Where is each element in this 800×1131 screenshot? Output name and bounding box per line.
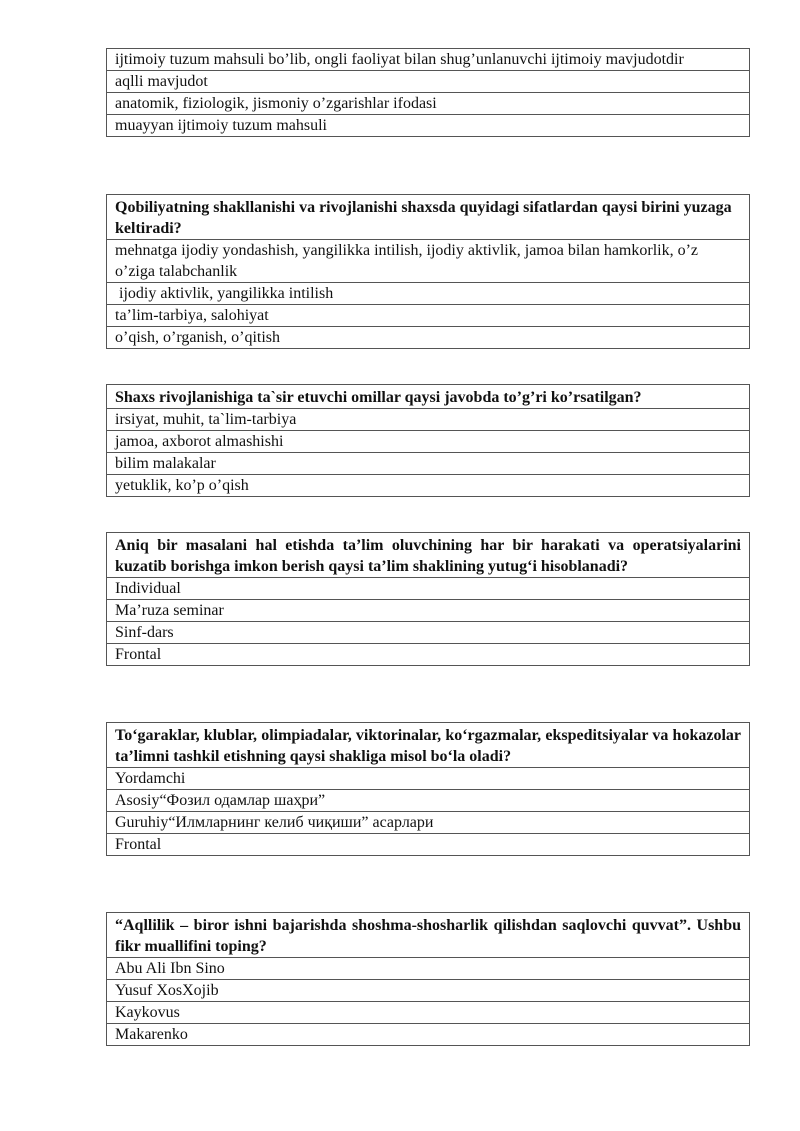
question-text: “Aqllilik – biror ishni bajarishda shoshma-shosharlik qilishdan saqlovchi quvvat”. Ushbu fikr muallifini toping? bbox=[107, 913, 750, 958]
question-text: Shaxs rivojlanishiga ta`sir etuvchi omillar qaysi javobda to’g’ri ko’rsatilgan? bbox=[107, 385, 750, 409]
answer-option bbox=[107, 115, 750, 137]
answer-option bbox=[107, 958, 750, 980]
answer-option bbox=[107, 644, 750, 666]
answer-option bbox=[107, 1002, 750, 1024]
answer-option bbox=[107, 768, 750, 790]
answer-option-text: muayyan ijtimoiy tuzum mahsuli bbox=[107, 115, 750, 137]
answer-option bbox=[107, 431, 750, 453]
answer-option-text: ijodiy aktivlik, yangilikka intilish bbox=[107, 283, 750, 305]
answer-option bbox=[107, 980, 750, 1002]
answer-option bbox=[107, 834, 750, 856]
answer-option bbox=[107, 305, 750, 327]
question-block-3 bbox=[106, 384, 750, 497]
answer-option bbox=[107, 1024, 750, 1046]
answer-option-text: ijtimoiy tuzum mahsuli bo’lib, ongli faoliyat bilan shug’unlanuvchi ijtimoiy mavjudotdir bbox=[107, 49, 750, 71]
question-row bbox=[107, 723, 750, 768]
answer-option bbox=[107, 327, 750, 349]
answer-option-text: Asosiy“Фозил одамлар шаҳри” bbox=[107, 790, 750, 812]
answer-option-text: Kaykovus bbox=[107, 1002, 750, 1024]
answer-option-text: anatomik, fiziologik, jismoniy o’zgarishlar ifodasi bbox=[107, 93, 750, 115]
question-block-6 bbox=[106, 912, 750, 1046]
question-block-2 bbox=[106, 194, 750, 349]
answer-option bbox=[107, 622, 750, 644]
question-block-4 bbox=[106, 532, 750, 666]
question-row bbox=[107, 533, 750, 578]
answer-option bbox=[107, 453, 750, 475]
answer-option-text: jamoa, axborot almashishi bbox=[107, 431, 750, 453]
answer-option bbox=[107, 283, 750, 305]
answer-option-text: o’qish, o’rganish, o’qitish bbox=[107, 327, 750, 349]
answer-option bbox=[107, 71, 750, 93]
question-row bbox=[107, 385, 750, 409]
answer-option-text: Sinf-dars bbox=[107, 622, 750, 644]
question-text: To‘garaklar, klublar, olimpiadalar, viktorinalar, ko‘rgazmalar, ekspeditsiyalar va hokazolar ta’limni tashkil etishning qaysi shakliga misol bo‘la oladi? bbox=[107, 723, 750, 768]
answer-option bbox=[107, 578, 750, 600]
answer-option-text: Makarenko bbox=[107, 1024, 750, 1046]
answer-option bbox=[107, 600, 750, 622]
answer-option-text: Frontal bbox=[107, 644, 750, 666]
answer-option-text: Ma’ruza seminar bbox=[107, 600, 750, 622]
question-text: Qobiliyatning shakllanishi va rivojlanishi shaxsda quyidagi sifatlardan qaysi birini yuzaga keltiradi? bbox=[107, 195, 750, 240]
answer-option-text: Individual bbox=[107, 578, 750, 600]
answer-option-text: bilim malakalar bbox=[107, 453, 750, 475]
answer-option-text: mehnatga ijodiy yondashish, yangilikka intilish, ijodiy aktivlik, jamoa bilan hamkorlik, o’z o’ziga talabchanlik bbox=[107, 240, 750, 283]
answer-option bbox=[107, 49, 750, 71]
answer-option-text: ta’lim-tarbiya, salohiyat bbox=[107, 305, 750, 327]
answer-option bbox=[107, 812, 750, 834]
answer-option bbox=[107, 93, 750, 115]
answer-option bbox=[107, 409, 750, 431]
question-row bbox=[107, 913, 750, 958]
answer-option bbox=[107, 790, 750, 812]
answer-option-text: Guruhiy“Илмларнинг келиб чиқиши” асарлари bbox=[107, 812, 750, 834]
question-block-5 bbox=[106, 722, 750, 856]
answer-option-text: Yusuf XosXojib bbox=[107, 980, 750, 1002]
answer-option-text: aqlli mavjudot bbox=[107, 71, 750, 93]
answer-option-text: Frontal bbox=[107, 834, 750, 856]
answer-option bbox=[107, 240, 750, 283]
question-text: Aniq bir masalani hal etishda ta’lim oluvchining har bir harakati va operatsiyalarini kuzatib borishga imkon berish qaysi ta’lim shaklining yutug‘i hisoblanadi? bbox=[107, 533, 750, 578]
answer-option-text: yetuklik, ko’p o’qish bbox=[107, 475, 750, 497]
answer-option-text: Abu Ali Ibn Sino bbox=[107, 958, 750, 980]
question-row bbox=[107, 195, 750, 240]
answer-option-text: irsiyat, muhit, ta`lim-tarbiya bbox=[107, 409, 750, 431]
answer-option bbox=[107, 475, 750, 497]
answer-option-text: Yordamchi bbox=[107, 768, 750, 790]
question-block-1 bbox=[106, 48, 750, 137]
